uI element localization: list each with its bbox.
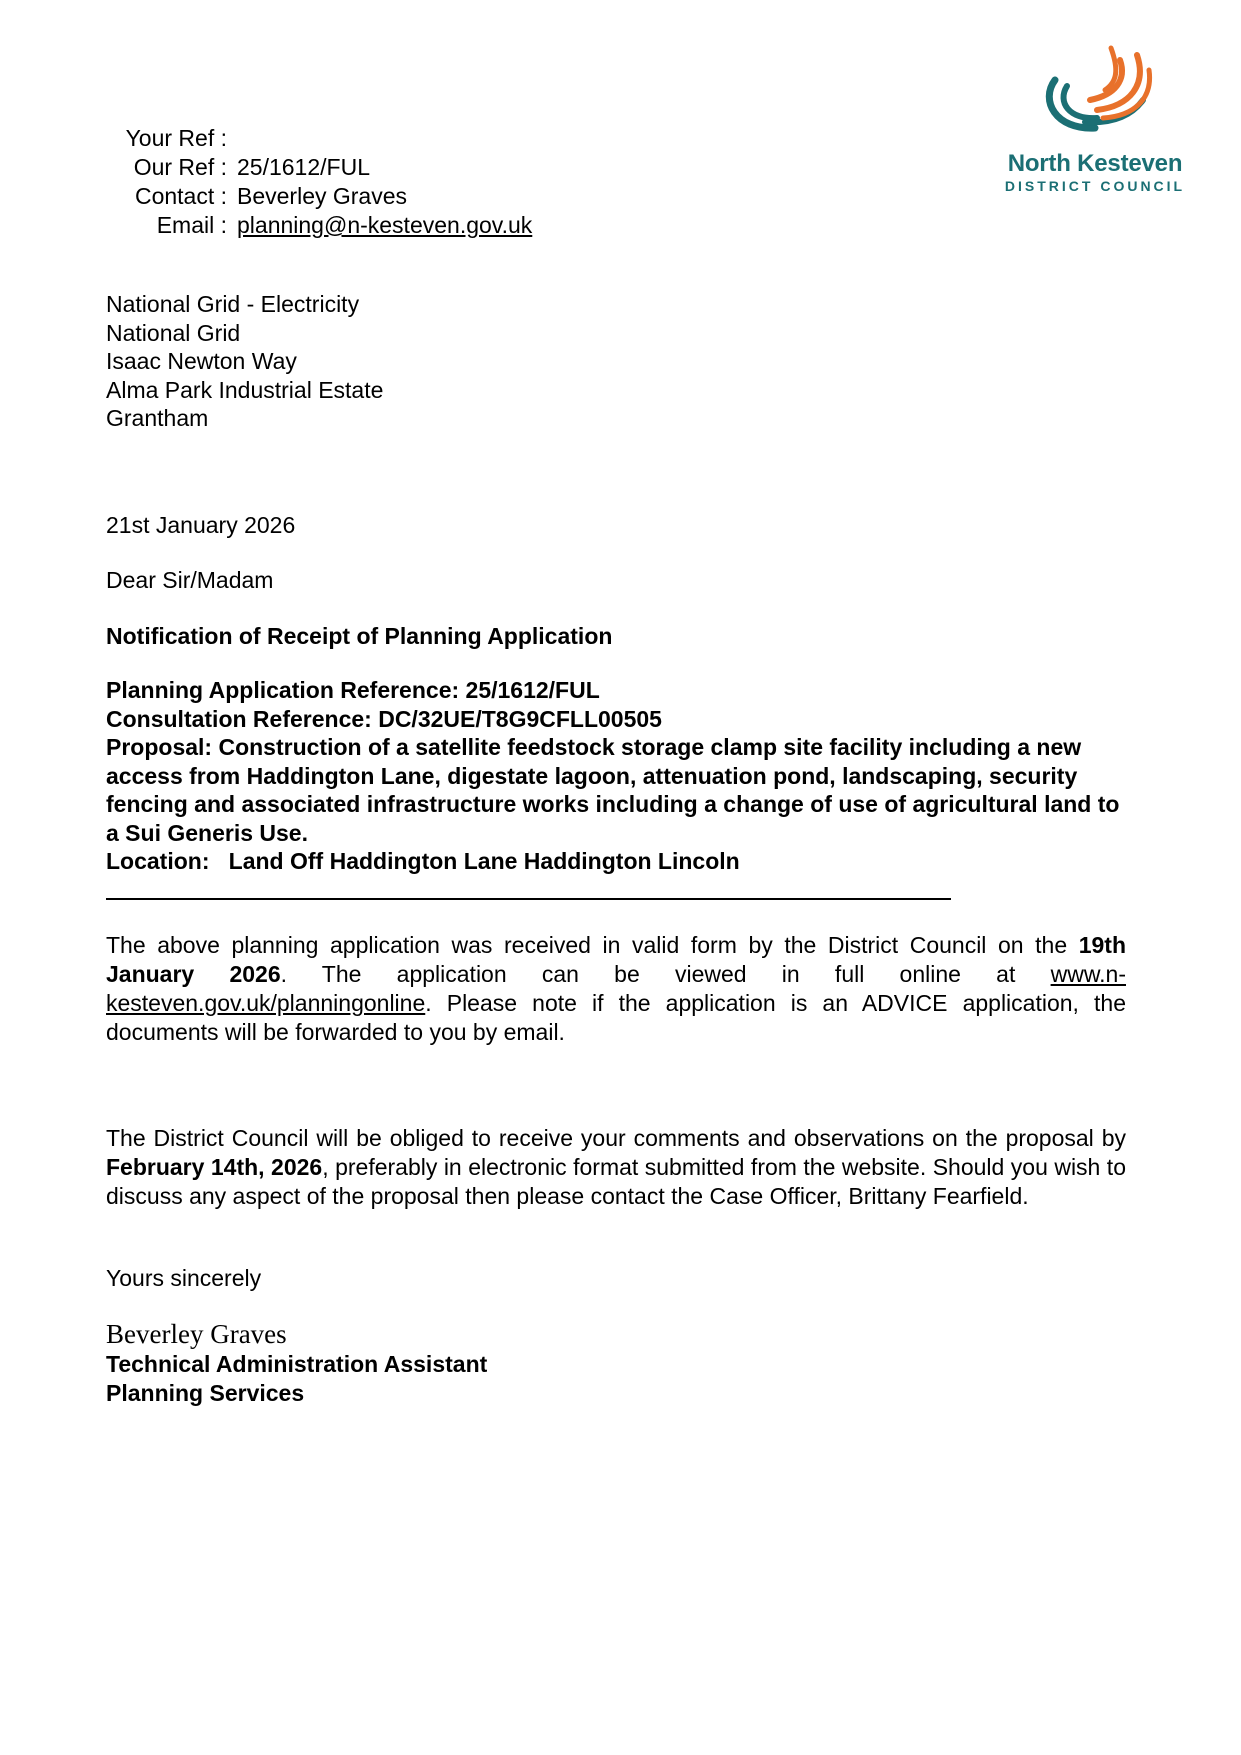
swoosh-logo-icon — [1035, 40, 1155, 140]
address-line: Alma Park Industrial Estate — [106, 376, 384, 403]
para1-text-c: . Please note if the application is an ADVICE application, the documents will be forwarded to you by email. — [106, 990, 1126, 1045]
consultation-reference: Consultation Reference: DC/32UE/T8G9CFLL00505 — [106, 705, 662, 732]
signature: Beverley Graves — [106, 1319, 287, 1349]
proposal: Proposal: Construction of a satellite feedstock storage clamp site facility including a new access from Haddington Lane, digestate lagoon, attenuation pond, landscaping, security fencing and associated infrastructure works including a change of use of agricultural land to a Sui Generis Use. — [106, 734, 1120, 846]
signoff-title: Technical Administration Assistant — [106, 1351, 488, 1377]
your-ref-label: Your Ref : — [125, 125, 227, 151]
para1-text-b: . The application can be viewed in full online at — [280, 961, 1016, 987]
comment-deadline: February 14th, 2026 — [106, 1154, 323, 1180]
signoff — [106, 1350, 487, 1408]
received-date: 19th January 2026 — [106, 932, 1126, 987]
closing: Yours sincerely — [106, 1265, 262, 1291]
email-row — [100, 211, 532, 240]
your-ref-row — [100, 124, 532, 153]
salutation: Dear Sir/Madam — [106, 567, 274, 593]
application-reference: Planning Application Reference: 25/1612/FUL — [106, 677, 600, 703]
signoff-department: Planning Services — [106, 1380, 305, 1406]
application-details — [106, 676, 1126, 876]
address-line: National Grid - Electricity — [106, 291, 360, 317]
contact-value: Beverley Graves — [237, 183, 408, 209]
your-ref-value — [227, 124, 237, 153]
our-ref-value: 25/1612/FUL — [237, 154, 370, 180]
recipient-address — [106, 290, 383, 433]
para1-text-a: The above planning application was received in valid form by the District Council on the — [106, 932, 1079, 958]
reference-block — [100, 124, 532, 240]
para2-text-b: , preferably in electronic format submitted from the website. Should you wish to discuss any aspect of the proposal then please contact the Case Officer, Brittany Fearfield. — [106, 1154, 1126, 1209]
our-ref-row — [100, 153, 532, 182]
our-ref-label: Our Ref : — [133, 154, 227, 180]
logo-subtitle: DISTRICT COUNCIL — [1004, 178, 1186, 194]
received-paragraph — [106, 931, 1126, 1047]
contact-label: Contact : — [134, 183, 227, 209]
address-line: Grantham — [106, 405, 209, 431]
logo-name: North Kesteven — [1007, 150, 1183, 177]
council-logo — [995, 40, 1195, 200]
contact-row — [100, 182, 532, 211]
email-label: Email : — [156, 212, 227, 238]
comments-paragraph — [106, 1124, 1126, 1211]
address-line: Isaac Newton Way — [106, 348, 297, 374]
divider-line — [106, 898, 951, 900]
notification-title: Notification of Receipt of Planning Application — [106, 623, 613, 649]
letter-date: 21st January 2026 — [106, 512, 296, 538]
email-link[interactable]: planning@n-kesteven.gov.uk — [237, 212, 533, 238]
planning-online-link[interactable]: www.n-kesteven.gov.uk/planningonline — [106, 961, 1126, 1016]
address-line: National Grid — [106, 319, 241, 346]
location: Location: Land Off Haddington Lane Haddington Lincoln — [106, 848, 740, 874]
para2-text-a: The District Council will be obliged to receive your comments and observations on the proposal by — [106, 1125, 1126, 1151]
